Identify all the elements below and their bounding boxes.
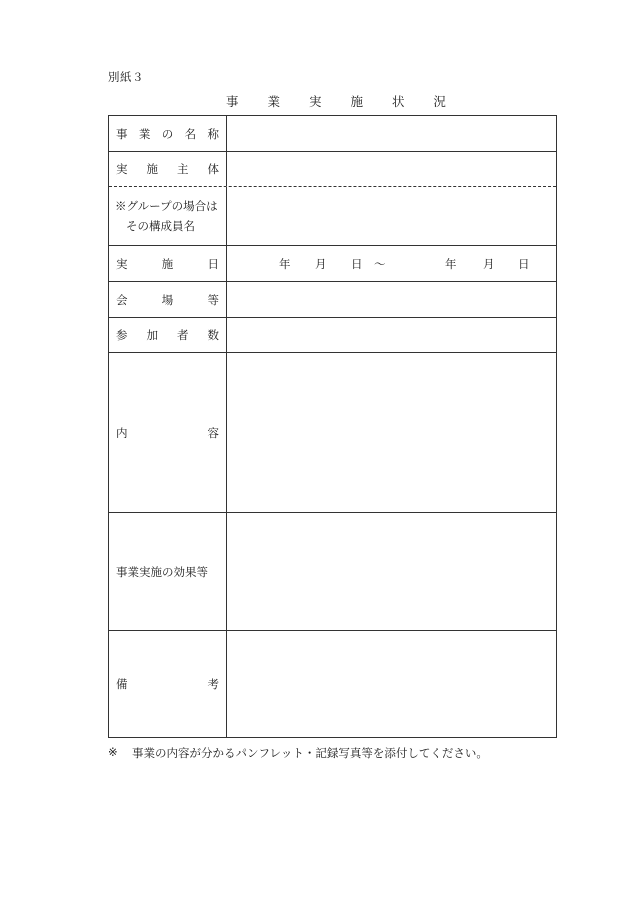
footnote [108, 745, 488, 761]
row-venue [109, 281, 556, 317]
footnote-text: 事業の内容が分かるパンフレット・記録写真等を添付してください。 [132, 746, 488, 760]
row-implementation-date [109, 245, 556, 281]
end-year-label: 年 [445, 256, 457, 271]
effects-field[interactable] [227, 513, 556, 630]
label-organizer: 実 施 主 体 [109, 152, 227, 186]
implementation-date-field[interactable] [227, 246, 556, 281]
title-char: 状 [391, 94, 405, 109]
label-business-name: 事 業 の 名 称 [109, 116, 227, 151]
row-organizer [109, 151, 556, 186]
organizer-field[interactable] [227, 152, 556, 186]
row-participants [109, 317, 556, 352]
title-char: 況 [433, 94, 446, 109]
participants-field[interactable] [227, 318, 556, 352]
title-char: 業 [267, 94, 280, 109]
start-month-label: 月 [315, 256, 327, 271]
group-members-field[interactable] [227, 187, 556, 245]
row-business-name [109, 116, 556, 151]
remarks-field[interactable] [227, 631, 556, 737]
group-members-line1: ※グループの場合は [115, 199, 218, 213]
label-remarks: 備 考 [109, 631, 227, 737]
row-group-members [109, 186, 556, 245]
footnote-mark: ※ [108, 745, 118, 759]
title-char: 施 [350, 94, 363, 109]
title-char: 実 [308, 94, 322, 109]
end-month-label: 月 [483, 256, 495, 271]
row-remarks [109, 630, 556, 737]
label-venue: 会 場 等 [109, 282, 227, 317]
label-content: 内 容 [109, 353, 227, 512]
label-effects: 事業実施の効果等 [109, 513, 227, 630]
row-content [109, 352, 556, 512]
end-day-label: 日 [518, 256, 530, 271]
business-name-field[interactable] [227, 116, 556, 151]
report-form-table [108, 115, 557, 738]
start-day-label: 日 [351, 256, 363, 271]
venue-field[interactable] [227, 282, 556, 317]
group-members-line2: その構成員名 [126, 219, 195, 233]
row-effects [109, 512, 556, 630]
label-group-members [109, 187, 227, 245]
document-title [226, 92, 446, 110]
label-participants: 参 加 者 数 [109, 318, 227, 352]
start-year-label: 年 [279, 256, 291, 271]
date-separator: ～ [374, 256, 386, 271]
title-char: 事 [226, 94, 239, 109]
label-implementation-date: 実 施 日 [109, 246, 227, 281]
attachment-label: 別紙３ [108, 70, 144, 84]
content-field[interactable] [227, 353, 556, 512]
